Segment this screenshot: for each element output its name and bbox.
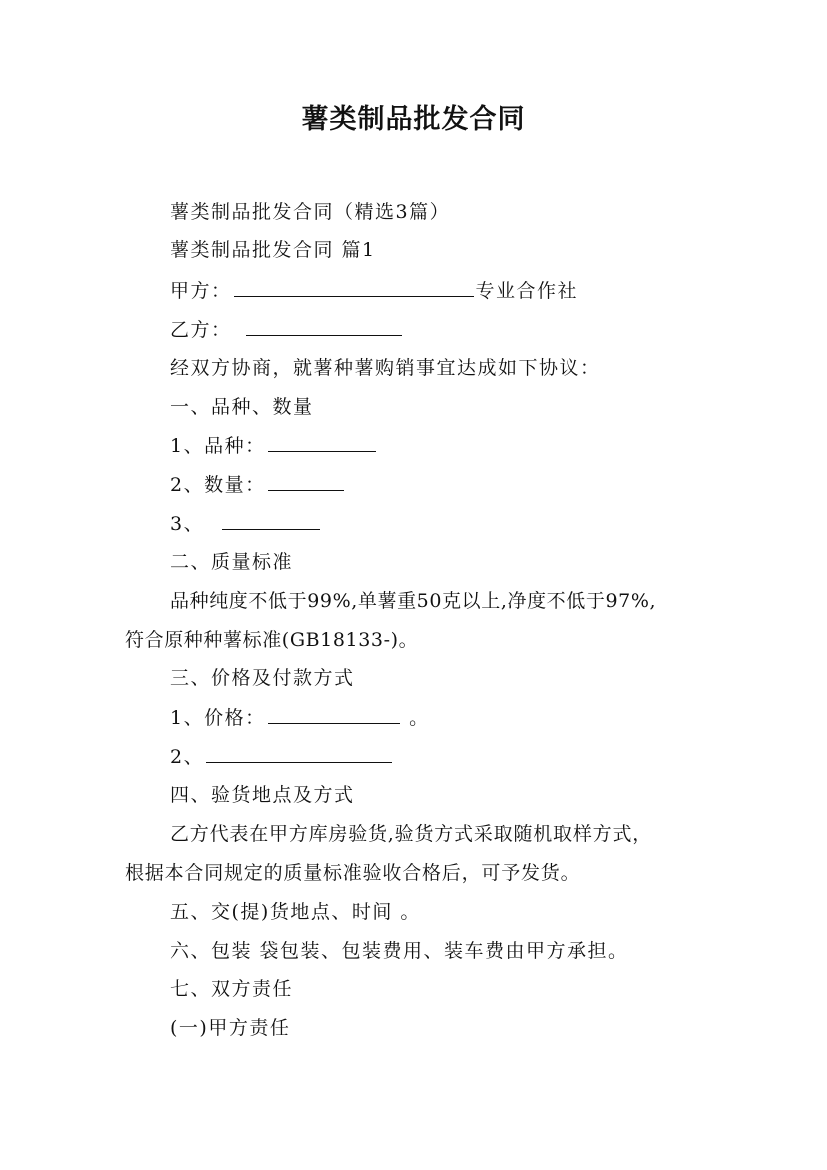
section-6-heading: 六、包装 袋包装、包装费用、装车费由甲方承担。 <box>170 940 629 962</box>
quality-paragraph-line-1: 品种纯度不低于99%,单薯重50克以上,净度不低于97%, <box>170 590 657 612</box>
item-3-blank <box>222 509 320 530</box>
variety-blank <box>268 431 376 452</box>
intro-paragraph: 经双方协商，就薯种薯购销事宜达成如下协议： <box>170 357 601 379</box>
inspection-paragraph-line-2: 根据本合同规定的质量标准验收合格后，可予发货。 <box>125 862 581 884</box>
quantity-line <box>170 470 346 499</box>
variety-label: 1、品种： <box>170 435 266 457</box>
party-b-line <box>170 315 404 344</box>
section-4-heading: 四、验货地点及方式 <box>170 784 355 806</box>
variety-line <box>170 431 378 460</box>
party-a-blank <box>234 276 474 297</box>
section-7-heading: 七、双方责任 <box>170 978 294 1000</box>
payment-blank <box>206 742 392 763</box>
price-line <box>170 703 430 732</box>
price-blank <box>268 703 400 724</box>
part-heading: 薯类制品批发合同 篇1 <box>170 239 376 261</box>
section-1-heading: 一、品种、数量 <box>170 396 314 418</box>
party-a-label: 甲方： <box>170 280 232 302</box>
section-5-heading: 五、交(提)货地点、时间 。 <box>170 901 421 923</box>
quantity-label: 2、数量： <box>170 474 266 496</box>
party-a-line <box>170 276 578 305</box>
section-7-subheading: (一)甲方责任 <box>170 1017 291 1039</box>
party-b-blank <box>246 315 402 336</box>
section-3-heading: 三、价格及付款方式 <box>170 667 355 689</box>
price-line-end: 。 <box>409 707 430 729</box>
party-b-label: 乙方： <box>170 319 232 341</box>
party-a-suffix: 专业合作社 <box>475 280 579 302</box>
inspection-paragraph-line-1: 乙方代表在甲方库房验货,验货方式采取随机取样方式， <box>170 823 653 845</box>
price-label: 1、价格： <box>170 707 266 729</box>
item-3-label: 3、 <box>170 513 205 535</box>
section-2-heading: 二、质量标准 <box>170 551 294 573</box>
subtitle-line: 薯类制品批发合同（精选3篇） <box>170 201 451 223</box>
quality-paragraph-line-2: 符合原种种薯标准(GB18133-)。 <box>125 629 419 651</box>
payment-line <box>170 742 394 771</box>
payment-label: 2、 <box>170 746 205 768</box>
document-title: 薯类制品批发合同 <box>301 104 526 135</box>
item-3-line <box>170 509 322 538</box>
quantity-blank <box>268 470 344 491</box>
